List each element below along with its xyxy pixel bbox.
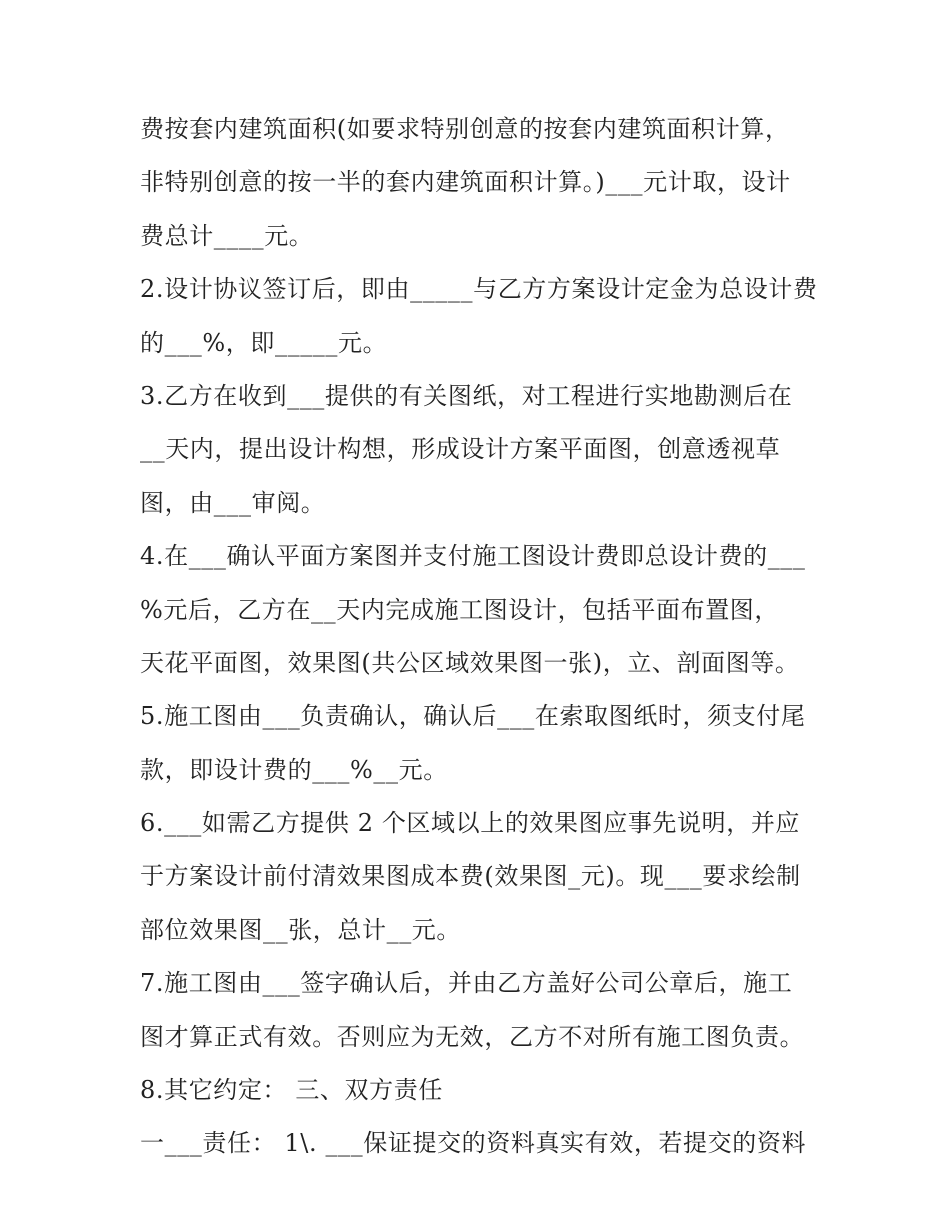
text-line: %元后，乙方在__天内完成施工图设计，包括平面布置图， [140, 595, 780, 624]
text-line: 非特别创意的按一半的套内建筑面积计算。)___元计取，设计 [140, 168, 791, 197]
text-line: 图才算正式有效。否则应为无效，乙方不对所有施工图负责。 [140, 1022, 805, 1051]
text-line: 5.施工图由___负责确认，确认后___在索取图纸时，须支付尾 [140, 702, 806, 731]
text-line: 7.施工图由___签字确认后，并由乙方盖好公司公章后，施工 [140, 969, 793, 998]
text-line: 天花平面图，效果图(共公区域效果图一张)，立、剖面图等。 [140, 648, 800, 677]
text-line: 费按套内建筑面积(如要求特别创意的按套内建筑面积计算， [140, 115, 790, 143]
text-line: 2.设计协议签订后，即由_____与乙方方案设计定金为总设计费 [140, 275, 818, 304]
text-line: 款，即设计费的___%__元。 [140, 755, 448, 784]
text-line: 6.___如需乙方提供 2 个区域以上的效果图应事先说明，并应 [140, 809, 801, 838]
text-line: 图，由___审阅。 [140, 488, 326, 517]
text-line: 于方案设计前付清效果图成本费(效果图_元)。现___要求绘制 [140, 862, 801, 891]
document-body [140, 103, 820, 1171]
text-line: 一___责任： 1\. ___保证提交的资料真实有效，若提交的资料 [140, 1129, 807, 1158]
text-line: 4.在___确认平面方案图并支付施工图设计费即总设计费的___ [140, 542, 806, 571]
text-line: __天内，提出设计构想，形成设计方案平面图，创意透视草 [140, 435, 781, 464]
text-line: 8.其它约定： 三、双方责任 [140, 1076, 443, 1105]
text-line: 部位效果图__张，总计__元。 [140, 915, 461, 944]
text-line: 3.乙方在收到___提供的有关图纸，对工程进行实地勘测后在 [140, 381, 793, 410]
text-line: 的___%，即_____元。 [140, 328, 388, 357]
text-line: 费总计____元。 [140, 221, 314, 250]
